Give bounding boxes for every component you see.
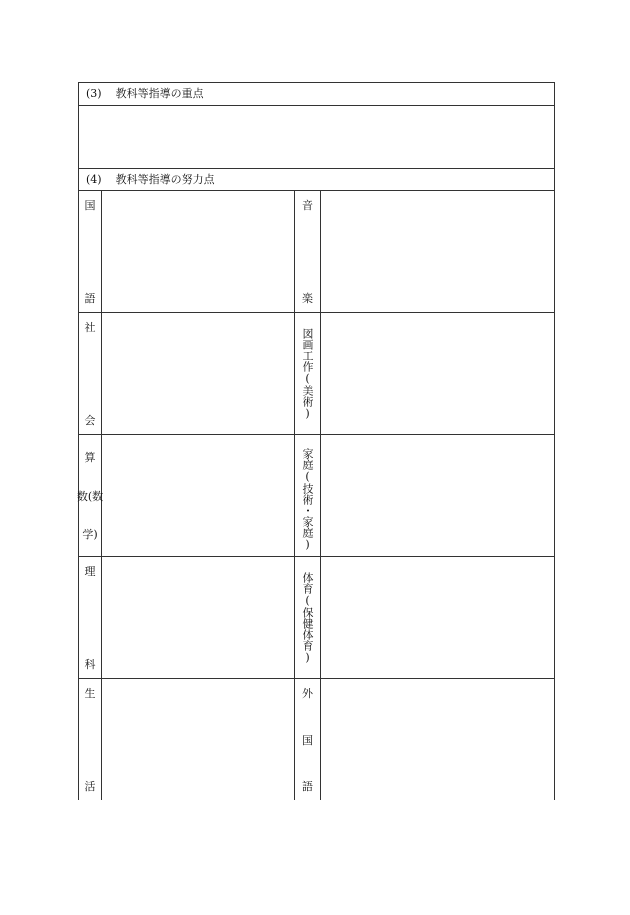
subject-label-zuga: 図画工作(美術) <box>301 328 314 420</box>
seikatsu-content[interactable] <box>102 679 294 800</box>
subject-label-katei: 家庭(技術・家庭) <box>301 448 314 551</box>
section4-number: (4) <box>86 173 102 186</box>
subject-label-ongaku: 音 楽 <box>302 199 313 305</box>
taiiku-content[interactable] <box>321 557 554 678</box>
section3-heading <box>86 86 204 102</box>
section3-number: (3) <box>86 87 102 100</box>
katei-content[interactable] <box>321 435 554 556</box>
section3-title: 教科等指導の重点 <box>115 87 204 100</box>
ongaku-content[interactable] <box>321 191 554 312</box>
subject-label-gaikokugo: 外 国 語 <box>302 687 313 793</box>
subject-label-seikatsu: 生 活 <box>84 687 96 793</box>
kokugo-content[interactable] <box>102 191 294 312</box>
subject-label-taiiku: 体育(保健体育) <box>301 572 314 664</box>
sansu-content[interactable] <box>102 435 294 556</box>
subject-label-shakai: 社 会 <box>84 321 96 427</box>
rika-content[interactable] <box>102 557 294 678</box>
section4-title: 教科等指導の努力点 <box>115 173 215 186</box>
table-top-border <box>78 82 555 83</box>
section4-heading <box>86 172 215 188</box>
gaikokugo-content[interactable] <box>321 679 554 800</box>
subject-label-rika: 理 科 <box>84 565 96 671</box>
section3-bottom-divider <box>78 168 555 169</box>
subject-label-sansu: 算 数(数 学) <box>76 451 104 541</box>
form-table <box>78 82 555 800</box>
shakai-content[interactable] <box>102 313 294 434</box>
zuga-content[interactable] <box>321 313 554 434</box>
section3-content-area[interactable] <box>79 106 554 168</box>
subject-label-kokugo: 国 語 <box>84 199 96 305</box>
